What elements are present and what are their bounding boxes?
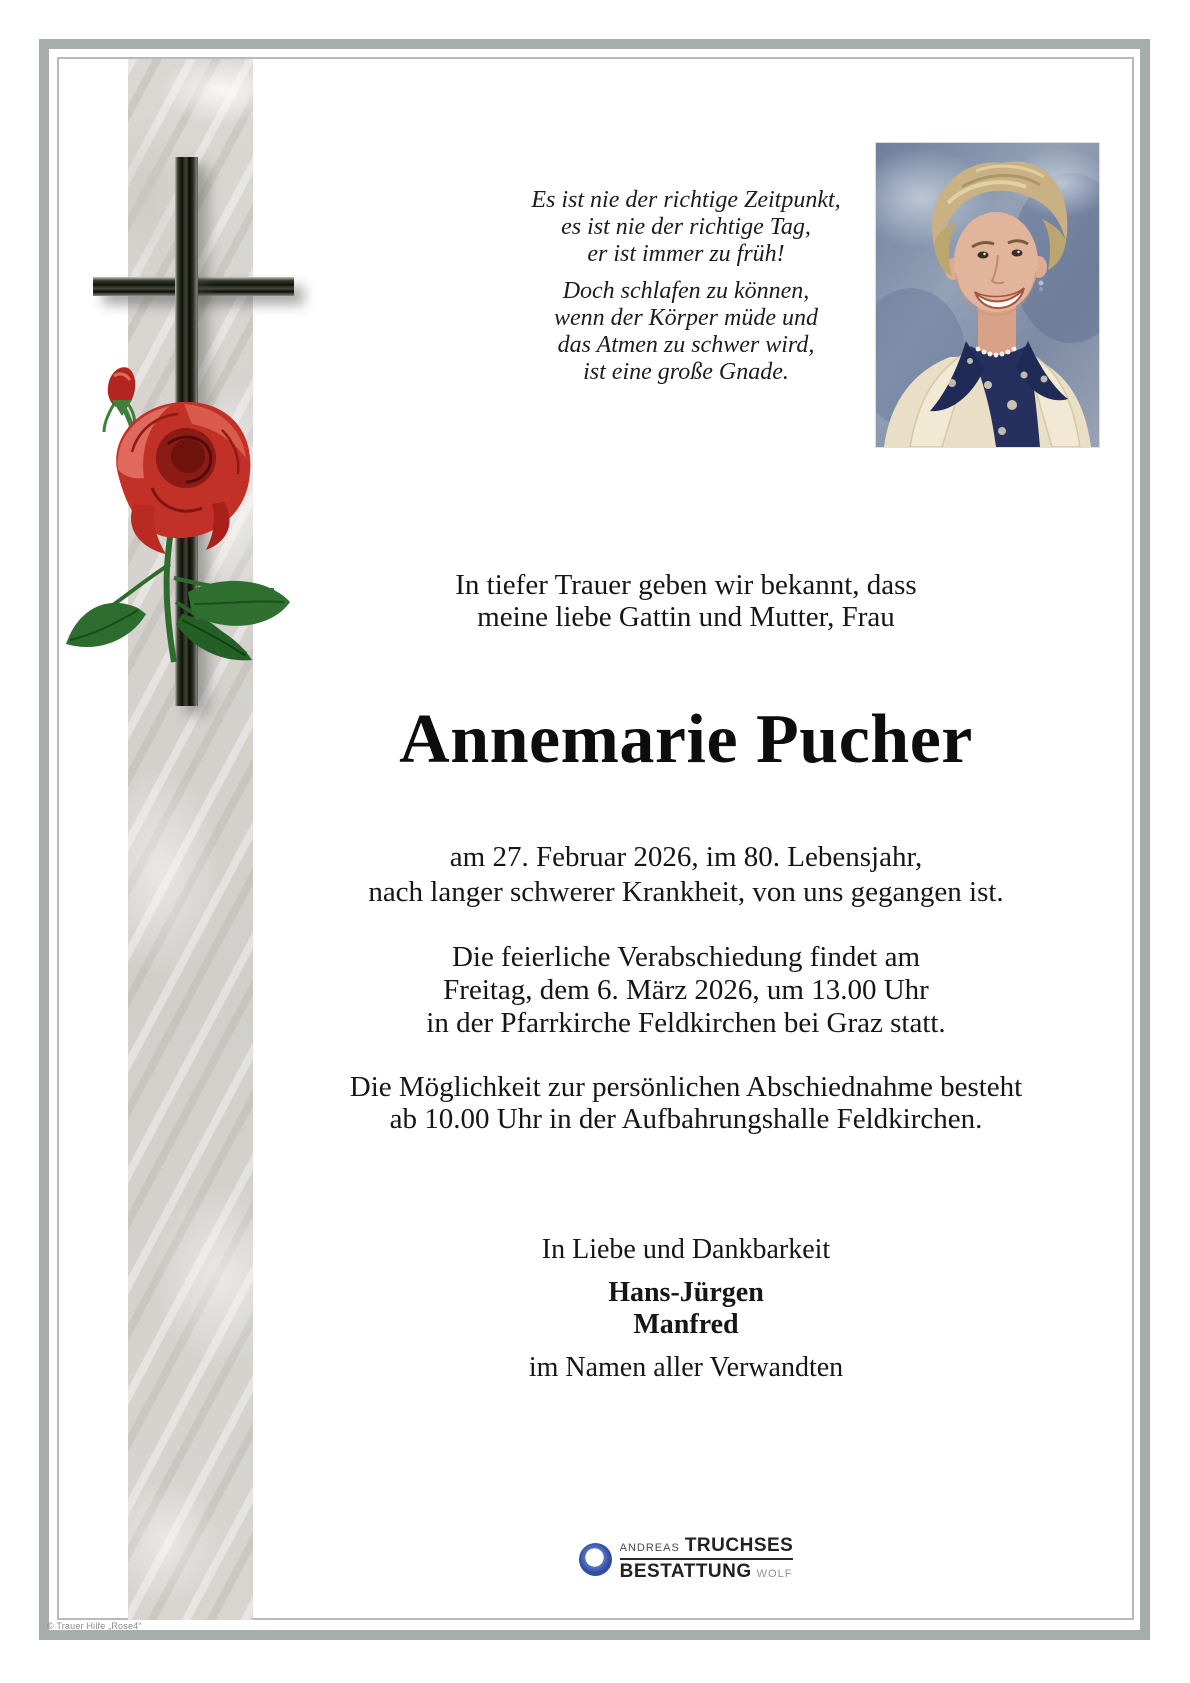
farewell-line: Die feierliche Verabschiedung findet am — [451, 941, 921, 973]
farewell-line: in der Pfarrkirche Feldkirchen bei Graz statt. — [426, 1007, 946, 1039]
mourners-outro: im Namen aller Verwandten — [528, 1352, 844, 1383]
poem-line: das Atmen zu schwer wird, — [557, 332, 815, 358]
condolence-details — [256, 1071, 1116, 1135]
logo-word-wolf: WOLF — [756, 1568, 793, 1580]
deceased-name: Annemarie Pucher — [399, 701, 973, 778]
logo-line-2 — [620, 1561, 794, 1583]
farewell-details — [256, 941, 1116, 1040]
logo-word-andreas: ANDREAS — [619, 1542, 680, 1554]
announcement-line: meine liebe Gattin und Mutter, Frau — [477, 601, 895, 633]
logo-word-truchses: TRUCHSES — [684, 1535, 794, 1556]
condolence-line: ab 10.00 Uhr in der Aufbahrungshalle Feldkirchen. — [389, 1103, 983, 1135]
announcement-line: In tiefer Trauer geben wir bekannt, dass — [455, 569, 917, 601]
poem-line: wenn der Körper müde und — [554, 305, 818, 331]
mourners-intro: In Liebe und Dankbarkeit — [541, 1234, 831, 1265]
death-line: am 27. Februar 2026, im 80. Lebensjahr, — [449, 841, 923, 873]
poem-line: Doch schlafen zu können, — [562, 278, 810, 304]
funeral-home-logo-text — [620, 1535, 794, 1583]
mourners-names — [256, 1277, 1116, 1341]
logo-line-1 — [620, 1535, 794, 1560]
poem-line: es ist nie der richtige Tag, — [561, 214, 811, 240]
announcement — [256, 569, 1116, 633]
poem-line: Es ist nie der richtige Zeitpunkt, — [531, 187, 841, 213]
poem-line: er ist immer zu früh! — [587, 241, 785, 267]
death-details — [256, 840, 1116, 910]
death-line: nach langer schwerer Krankheit, von uns gegangen ist. — [368, 876, 1004, 908]
artwork-copyright: © Trauer Hilfe „Rose4“ — [47, 1621, 142, 1631]
blue-ring-icon — [579, 1543, 612, 1576]
mourner-name: Manfred — [633, 1309, 739, 1340]
memorial-poem — [256, 187, 1116, 386]
condolence-line: Die Möglichkeit zur persönlichen Abschiednahme besteht — [349, 1071, 1023, 1103]
poem-stanza-1 — [256, 187, 1116, 268]
poem-stanza-2 — [256, 278, 1116, 386]
mourner-name: Hans-Jürgen — [608, 1277, 764, 1308]
logo-word-bestattung: BESTATTUNG — [619, 1561, 752, 1582]
farewell-line: Freitag, dem 6. März 2026, um 13.00 Uhr — [443, 974, 929, 1006]
poem-line: ist eine große Gnade. — [583, 359, 789, 385]
funeral-home-logo — [256, 1535, 1116, 1582]
